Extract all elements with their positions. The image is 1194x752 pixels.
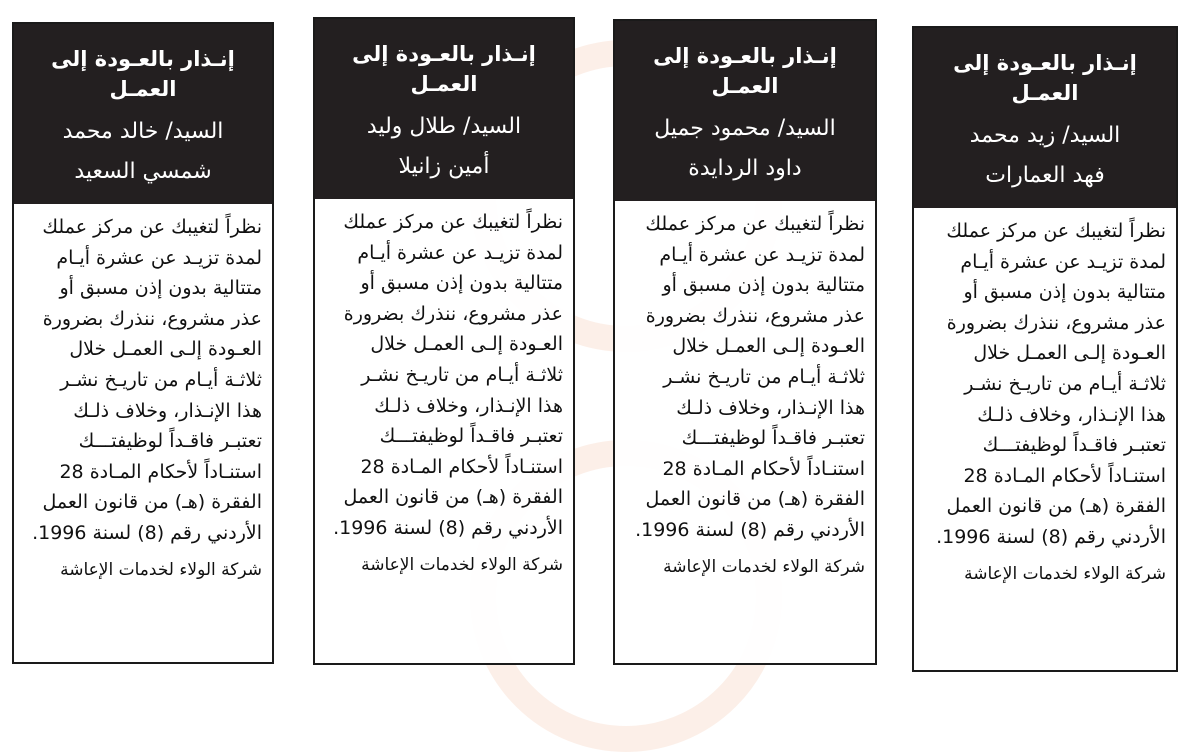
body-line: هذا الإنـذار، وخلاف ذلـك [977,403,1166,426]
body-line: هذا الإنـذار، وخلاف ذلـك [676,396,865,419]
body-line: متتالية بدون إذن مسبق أو [662,274,865,297]
notice-title: إنـذار بالعـودة إلى العمـل [51,47,235,101]
body-line: استنـاداً لأحكام المـادة 28 [662,457,865,480]
recipient-name-line1: السيد/ زيد محمد [969,123,1121,148]
notice-body [615,201,875,546]
notice-header [14,24,272,204]
recipient-name-line2: فهد العمارات [985,163,1105,188]
body-line: متتالية بدون إذن مسبق أو [360,272,563,295]
body-line: نظراً لتغيبك عن مركز عملك [645,213,865,235]
notice-card-1 [912,26,1178,672]
body-line: ثلاثـة أيـام من تاريـخ نشـر [361,363,563,386]
notice-title: إنـذار بالعـودة إلى العمـل [953,51,1137,105]
body-line: العـودة إلـى العمـل خلال [370,333,563,356]
notice-body [14,204,272,549]
body-line: استنـاداً لأحكام المـادة 28 [963,464,1166,487]
body-line: ثلاثـة أيـام من تاريـخ نشـر [60,368,262,391]
company-signature: شركة الولاء لخدمات الإعاشة [964,563,1166,584]
body-line: عذر مشروع، ننذرك بضرورة [645,304,865,327]
body-line: عذر مشروع، ننذرك بضرورة [343,302,563,325]
body-line: نظراً لتغيبك عن مركز عملك [42,216,262,238]
body-line: نظراً لتغيبك عن مركز عملك [946,220,1166,242]
company-signature: شركة الولاء لخدمات الإعاشة [663,556,865,577]
notice-body [315,199,573,544]
recipient-name-line1: السيد/ خالد محمد [62,119,224,144]
body-line: الأردني رقم (8) لسنة 1996. [32,521,262,544]
body-line: ثلاثـة أيـام من تاريـخ نشـر [964,372,1166,395]
notice-header [914,28,1176,208]
company-signature: شركة الولاء لخدمات الإعاشة [60,559,262,580]
recipient-name-line1: السيد/ محمود جميل [654,116,836,141]
notice-card-4 [12,22,274,664]
body-line: العـودة إلـى العمـل خلال [973,342,1166,365]
recipient-name-line2: شمسي السعيد [74,159,212,184]
body-line: العـودة إلـى العمـل خلال [672,335,865,358]
body-line: العـودة إلـى العمـل خلال [69,338,262,361]
body-line: الأردني رقم (8) لسنة 1996. [635,518,865,541]
notice-title: إنـذار بالعـودة إلى العمـل [653,44,837,98]
body-line: هذا الإنـذار، وخلاف ذلـك [374,394,563,417]
body-line: تعتبـر فاقـداً لوظيفتـــك [982,434,1166,457]
notice-header [315,19,573,199]
body-line: عذر مشروع، ننذرك بضرورة [42,307,262,330]
body-line: ثلاثـة أيـام من تاريـخ نشـر [663,365,865,388]
company-signature: شركة الولاء لخدمات الإعاشة [361,554,563,575]
notice-header [615,21,875,201]
body-line: لمدة تزيـد عن عشرة أيـام [56,246,262,269]
recipient-name-line2: أمين زانيلا [398,154,490,179]
body-line: هذا الإنـذار، وخلاف ذلـك [73,399,262,422]
body-line: لمدة تزيـد عن عشرة أيـام [357,241,563,264]
body-line: لمدة تزيـد عن عشرة أيـام [960,250,1166,273]
notice-card-2 [613,19,877,665]
body-line: استنـاداً لأحكام المـادة 28 [59,460,262,483]
body-line: متتالية بدون إذن مسبق أو [963,281,1166,304]
body-line: الأردني رقم (8) لسنة 1996. [936,525,1166,548]
body-line: تعتبـر فاقـداً لوظيفتـــك [379,425,563,448]
body-line: لمدة تزيـد عن عشرة أيـام [659,243,865,266]
notice-card-3 [313,17,575,665]
body-line: متتالية بدون إذن مسبق أو [59,277,262,300]
recipient-name-line1: السيد/ طلال وليد [366,114,522,139]
body-line: عذر مشروع، ننذرك بضرورة [946,311,1166,334]
body-line: الفقرة (هـ) من قانون العمل [645,488,865,511]
body-line: نظراً لتغيبك عن مركز عملك [343,211,563,233]
body-line: الفقرة (هـ) من قانون العمل [343,486,563,509]
notice-body [914,208,1176,553]
body-line: الفقرة (هـ) من قانون العمل [946,495,1166,518]
body-line: الأردني رقم (8) لسنة 1996. [333,516,563,539]
body-line: تعتبـر فاقـداً لوظيفتـــك [78,430,262,453]
body-line: استنـاداً لأحكام المـادة 28 [360,455,563,478]
body-line: تعتبـر فاقـداً لوظيفتـــك [681,427,865,450]
recipient-name-line2: داود الردايدة [688,156,802,181]
body-line: الفقرة (هـ) من قانون العمل [42,491,262,514]
notice-title: إنـذار بالعـودة إلى العمـل [352,42,536,96]
